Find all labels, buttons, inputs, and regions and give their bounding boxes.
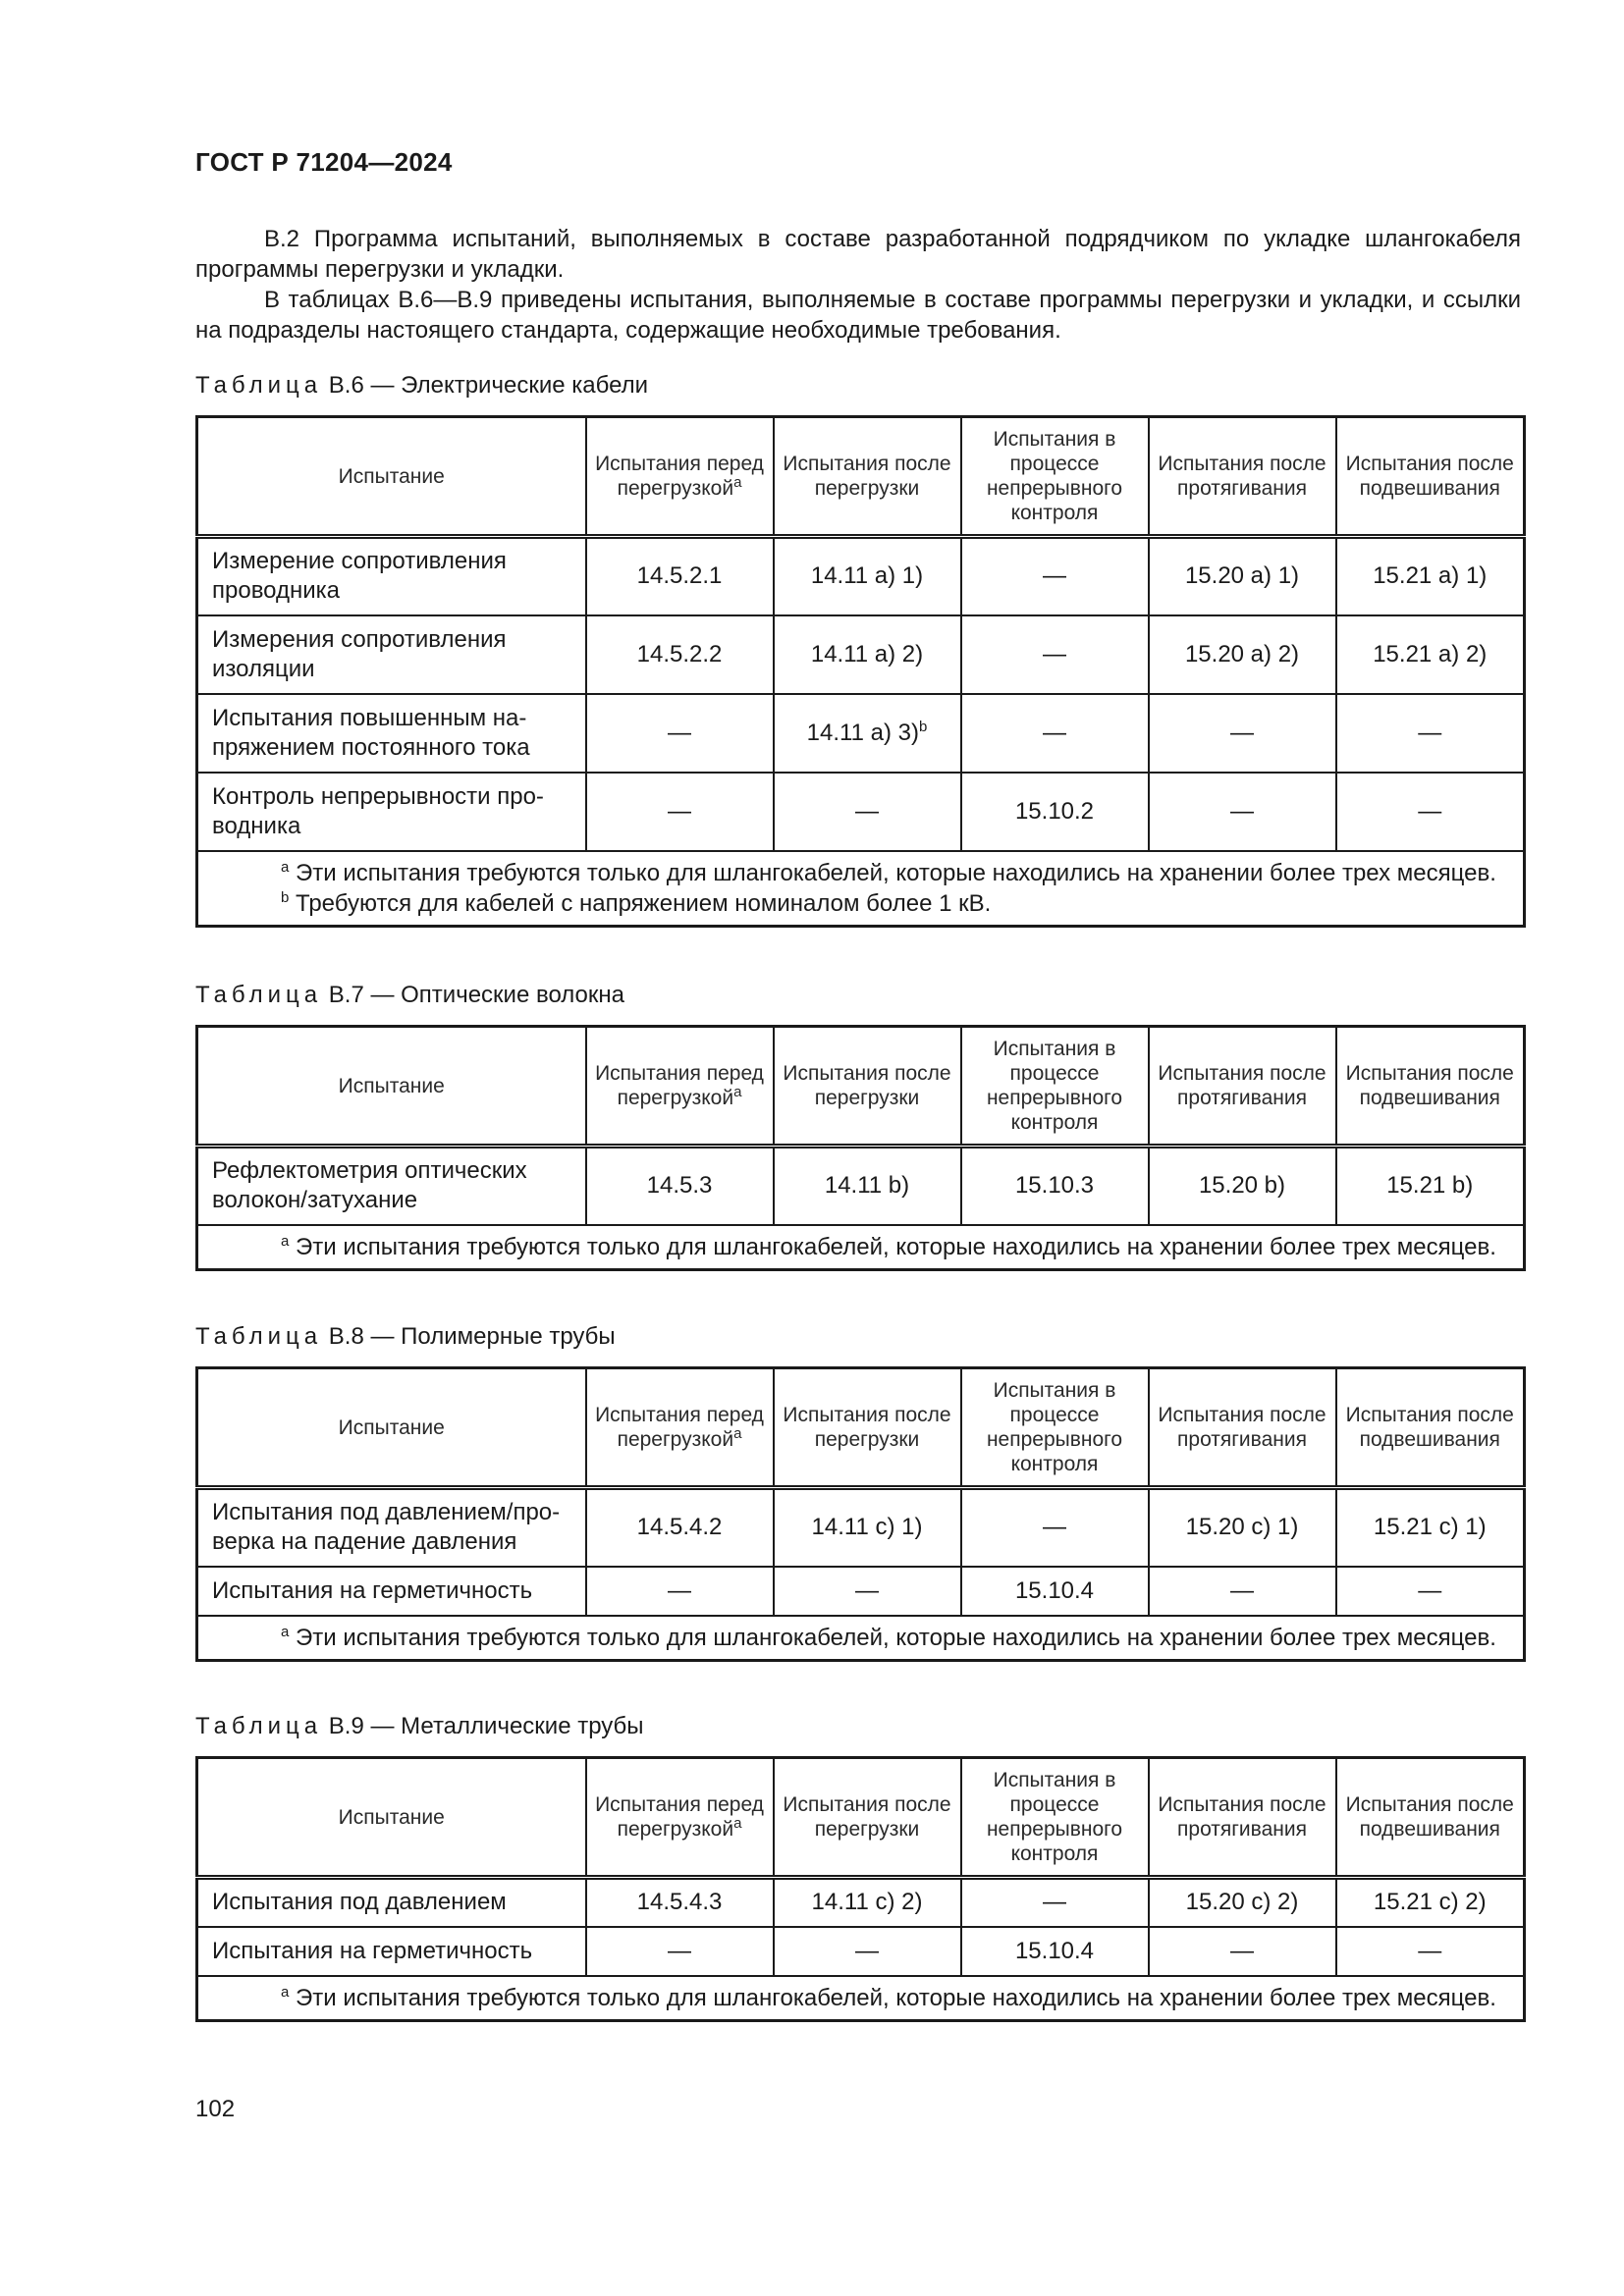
table9-title: В.9 — Металлические трубы bbox=[328, 1713, 644, 1739]
col-hang-header: Испытания после подвешивания bbox=[1336, 417, 1525, 537]
page-number: 102 bbox=[195, 2096, 236, 2122]
table7-title: В.7 — Оптические волокна bbox=[328, 982, 624, 1008]
cell-value: — bbox=[586, 1567, 774, 1616]
document-code: ГОСТ Р 71204—2024 bbox=[195, 147, 453, 177]
row-name: Измерения сопротивления изоляции bbox=[197, 615, 586, 694]
col-after-header: Испытания после перегрузки bbox=[774, 1758, 961, 1878]
cell-value: 15.10.3 bbox=[961, 1147, 1149, 1225]
table-footnote bbox=[197, 1616, 1525, 1661]
cell-value: — bbox=[1149, 773, 1336, 851]
row-name: Испытания на герметичность bbox=[197, 1567, 586, 1616]
cell-value: — bbox=[1336, 773, 1525, 851]
col-continuous-header: Испытания в процессе непрерывного контроля bbox=[961, 417, 1149, 537]
cell-value: — bbox=[1336, 1927, 1525, 1976]
col-hang-header: Испытания после подвешивания bbox=[1336, 1758, 1525, 1878]
table-row bbox=[197, 1567, 1525, 1616]
col-before-header: Испытания перед перегрузкой$^a$ bbox=[586, 1368, 774, 1488]
col-after-header: Испытания после перегрузки bbox=[774, 1368, 961, 1488]
col-after-header: Испытания после перегрузки bbox=[774, 417, 961, 537]
table8-title: В.8 — Полимерные трубы bbox=[328, 1323, 616, 1350]
cell-value: 15.21 c) 2) bbox=[1336, 1878, 1525, 1927]
table-note-row bbox=[197, 851, 1525, 927]
table7 bbox=[195, 1025, 1526, 1271]
cell-value: 14.11 c) 2) bbox=[774, 1878, 961, 1927]
table6-title: В.6 — Электрические кабели bbox=[328, 372, 649, 399]
cell-value: — bbox=[1336, 694, 1525, 773]
cell-value: — bbox=[961, 1878, 1149, 1927]
footnote-a: $^a$ Эти испытания требуются только для шлангокабелей, которые находились на хранении более трех месяцев. bbox=[281, 858, 1496, 886]
table-note-row bbox=[197, 1616, 1525, 1661]
row-name: Испытания под давлением bbox=[197, 1878, 586, 1927]
cell-value: 14.5.2.2 bbox=[586, 615, 774, 694]
cell-value: — bbox=[774, 1927, 961, 1976]
col-before-header: Испытания перед перегрузкой$^a$ bbox=[586, 417, 774, 537]
col-hang-header: Испытания после подвешивания bbox=[1336, 1027, 1525, 1147]
table9-caption bbox=[195, 1712, 644, 1741]
cell-value: — bbox=[774, 1567, 961, 1616]
footnote-a: $^a$ Эти испытания требуются только для шлангокабелей, которые находились на хранении более трех месяцев. bbox=[281, 1983, 1496, 2011]
intro-paragraph-2: В таблицах В.6—В.9 приведены испытания, выполняемые в составе программы перегрузки и укладки, и ссылки на подразделы настоящего стандарта, содержащие необходимые требования. bbox=[195, 287, 1521, 344]
table-header-row bbox=[197, 1758, 1525, 1878]
intro-paragraph-1: В.2 Программа испытаний, выполняемых в составе разработанной подрядчиком по укладке шлангокабеля программы перегрузки и укладки. bbox=[195, 226, 1521, 283]
cell-value: — bbox=[1149, 1927, 1336, 1976]
col-test-header: Испытание bbox=[197, 1368, 586, 1488]
cell-value: 15.10.4 bbox=[961, 1927, 1149, 1976]
col-pull-header: Испытания после протягивания bbox=[1149, 1027, 1336, 1147]
cell-value: — bbox=[961, 1488, 1149, 1567]
table-word: Таблица bbox=[195, 1323, 323, 1350]
table-row bbox=[197, 694, 1525, 773]
table-header-row bbox=[197, 1368, 1525, 1488]
cell-value: 15.21 a) 1) bbox=[1336, 537, 1525, 615]
table-header-row bbox=[197, 417, 1525, 537]
cell-value: 15.20 a) 2) bbox=[1149, 615, 1336, 694]
cell-value: — bbox=[961, 615, 1149, 694]
table6-caption bbox=[195, 371, 648, 400]
col-before-header: Испытания перед перегрузкой$^a$ bbox=[586, 1758, 774, 1878]
col-continuous-header: Испытания в процессе непрерывного контроля bbox=[961, 1368, 1149, 1488]
cell-value: 14.5.4.3 bbox=[586, 1878, 774, 1927]
table-row bbox=[197, 615, 1525, 694]
row-name: Рефлектометрия оптических волокон/затухание bbox=[197, 1147, 586, 1225]
cell-value: 15.10.4 bbox=[961, 1567, 1149, 1616]
table8-caption bbox=[195, 1322, 616, 1352]
cell-value: 15.21 c) 1) bbox=[1336, 1488, 1525, 1567]
cell-value: 15.20 c) 2) bbox=[1149, 1878, 1336, 1927]
cell-value: 14.11 a) 2) bbox=[774, 615, 961, 694]
cell-value: 14.5.2.1 bbox=[586, 537, 774, 615]
table9 bbox=[195, 1756, 1526, 2022]
col-test-header: Испытание bbox=[197, 1758, 586, 1878]
cell-value: — bbox=[586, 1927, 774, 1976]
intro-text bbox=[195, 224, 1521, 346]
row-name: Испытания повышенным на- пряжением постоянного тока bbox=[197, 694, 586, 773]
col-after-header: Испытания после перегрузки bbox=[774, 1027, 961, 1147]
row-name: Испытания на герметичность bbox=[197, 1927, 586, 1976]
col-pull-header: Испытания после протягивания bbox=[1149, 1368, 1336, 1488]
cell-value: 15.20 b) bbox=[1149, 1147, 1336, 1225]
table-note-row bbox=[197, 1976, 1525, 2021]
cell-value: 14.11 b) bbox=[774, 1147, 961, 1225]
table-row bbox=[197, 773, 1525, 851]
cell-value: — bbox=[1149, 694, 1336, 773]
table-row bbox=[197, 1927, 1525, 1976]
cell-value: — bbox=[961, 537, 1149, 615]
col-pull-header: Испытания после протягивания bbox=[1149, 1758, 1336, 1878]
table-note-row bbox=[197, 1225, 1525, 1270]
col-test-header: Испытание bbox=[197, 1027, 586, 1147]
cell-value: 15.20 c) 1) bbox=[1149, 1488, 1336, 1567]
cell-value: 14.11 a) 3)$^b$ bbox=[774, 694, 961, 773]
table-footnote bbox=[197, 1225, 1525, 1270]
table6 bbox=[195, 415, 1526, 928]
col-continuous-header: Испытания в процессе непрерывного контроля bbox=[961, 1758, 1149, 1878]
cell-value: — bbox=[1149, 1567, 1336, 1616]
cell-value: — bbox=[1336, 1567, 1525, 1616]
cell-value: — bbox=[586, 694, 774, 773]
footnote-a: $^a$ Эти испытания требуются только для шлангокабелей, которые находились на хранении более трех месяцев. bbox=[281, 1623, 1496, 1651]
col-pull-header: Испытания после протягивания bbox=[1149, 417, 1336, 537]
cell-value: 14.11 a) 1) bbox=[774, 537, 961, 615]
footnote-b: $^b$ Требуются для кабелей с напряжением номиналом более 1 кВ. bbox=[281, 888, 992, 917]
table-footnote bbox=[197, 1976, 1525, 2021]
table-word: Таблица bbox=[195, 372, 323, 399]
cell-value: 15.21 b) bbox=[1336, 1147, 1525, 1225]
cell-value: — bbox=[774, 773, 961, 851]
cell-value: 15.21 a) 2) bbox=[1336, 615, 1525, 694]
table-word: Таблица bbox=[195, 1713, 323, 1739]
cell-value: 14.5.4.2 bbox=[586, 1488, 774, 1567]
table-row bbox=[197, 537, 1525, 615]
cell-value: 15.20 a) 1) bbox=[1149, 537, 1336, 615]
cell-value: 14.5.3 bbox=[586, 1147, 774, 1225]
cell-value: 15.10.2 bbox=[961, 773, 1149, 851]
table-word: Таблица bbox=[195, 982, 323, 1008]
row-name: Испытания под давлением/про- верка на падение давления bbox=[197, 1488, 586, 1567]
col-continuous-header: Испытания в процессе непрерывного контроля bbox=[961, 1027, 1149, 1147]
table-footnote bbox=[197, 851, 1525, 927]
table8 bbox=[195, 1366, 1526, 1662]
table-row bbox=[197, 1147, 1525, 1225]
cell-value: — bbox=[961, 694, 1149, 773]
table7-caption bbox=[195, 981, 624, 1010]
footnote-a: $^a$ Эти испытания требуются только для шлангокабелей, которые находились на хранении более трех месяцев. bbox=[281, 1232, 1496, 1260]
row-name: Контроль непрерывности про- водника bbox=[197, 773, 586, 851]
row-name: Измерение сопротивления проводника bbox=[197, 537, 586, 615]
cell-value: 14.11 c) 1) bbox=[774, 1488, 961, 1567]
table-header-row bbox=[197, 1027, 1525, 1147]
col-test-header: Испытание bbox=[197, 417, 586, 537]
cell-value: — bbox=[586, 773, 774, 851]
col-hang-header: Испытания после подвешивания bbox=[1336, 1368, 1525, 1488]
table-row bbox=[197, 1488, 1525, 1567]
table-row bbox=[197, 1878, 1525, 1927]
col-before-header: Испытания перед перегрузкой$^a$ bbox=[586, 1027, 774, 1147]
